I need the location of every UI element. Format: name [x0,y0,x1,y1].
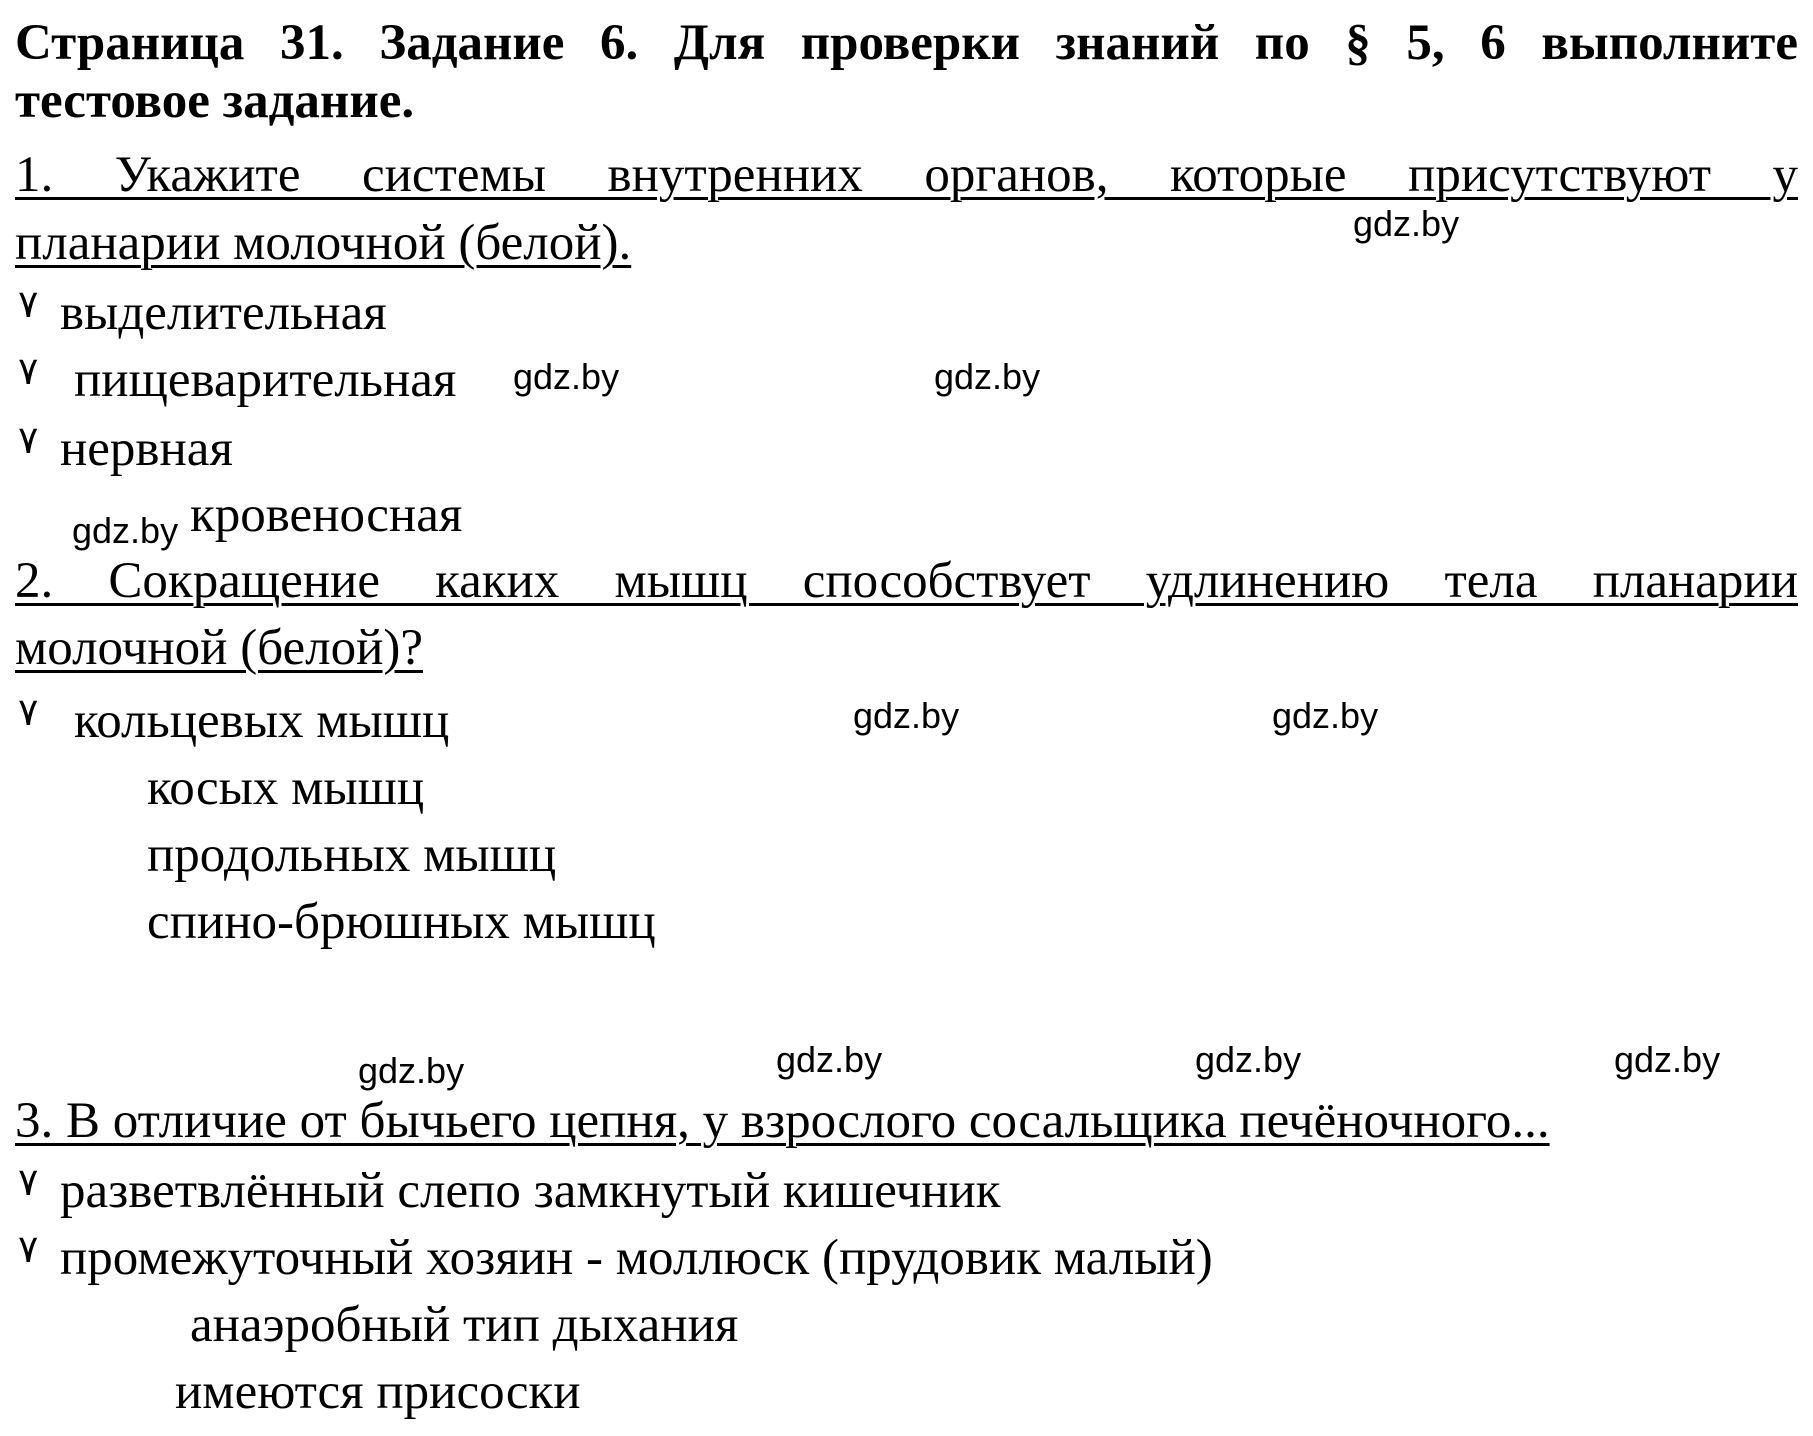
question-2-option-2: косых мышц [147,760,425,816]
watermark: gdz.by [1353,203,1460,244]
question-3-option-1: разветвлённый слепо замкнутый кишечник [60,1163,1001,1219]
watermark: gdz.by [776,1039,883,1080]
question-3-option-4: имеются присоски [175,1364,581,1420]
question-1-line-1: 1. Укажите системы внутренних органов, которые присутствуют у [15,147,1798,203]
watermark: gdz.by [72,510,179,551]
question-3-line-1: 3. В отличие от бычьего цепня, у взрослого сосальщика печёночного... [15,1093,1550,1149]
question-1-line-2: планарии молочной (белой). [15,215,632,271]
question-2-line-2: молочной (белой)? [15,620,423,676]
check-mark-icon: ٧ [18,349,39,393]
task-title-line-2: тестовое задание. [15,73,415,129]
question-1-option-4: кровеносная [190,487,463,543]
question-2-line-1: 2. Сокращение каких мышц способствует удлинению тела планарии [15,553,1798,609]
watermark: gdz.by [1195,1039,1302,1080]
watermark: gdz.by [853,695,960,736]
question-2-option-3: продольных мышц [147,827,557,883]
question-3-option-3: анаэробный тип дыхания [190,1297,739,1353]
watermark: gdz.by [1614,1039,1721,1080]
question-2-option-1: кольцевых мышц [74,693,450,749]
question-2-option-4: спино-брюшных мышц [147,894,656,950]
question-1-option-1: выделительная [60,285,387,341]
check-mark-icon: ٧ [18,690,39,734]
watermark: gdz.by [1272,695,1379,736]
check-mark-icon: ٧ [18,1160,39,1204]
question-1-option-2: пищеварительная [74,352,457,408]
check-mark-icon: ٧ [18,418,39,462]
question-1-option-3: нервная [60,421,233,477]
watermark: gdz.by [513,356,620,397]
task-title-line-1: Страница 31. Задание 6. Для проверки знаний по § 5, 6 выполните [15,15,1798,71]
watermark: gdz.by [934,356,1041,397]
check-mark-icon: ٧ [18,282,39,326]
check-mark-icon: ٧ [18,1227,39,1271]
watermark: gdz.by [358,1050,465,1091]
question-3-option-2: промежуточный хозяин - моллюск (прудовик малый) [60,1230,1213,1286]
